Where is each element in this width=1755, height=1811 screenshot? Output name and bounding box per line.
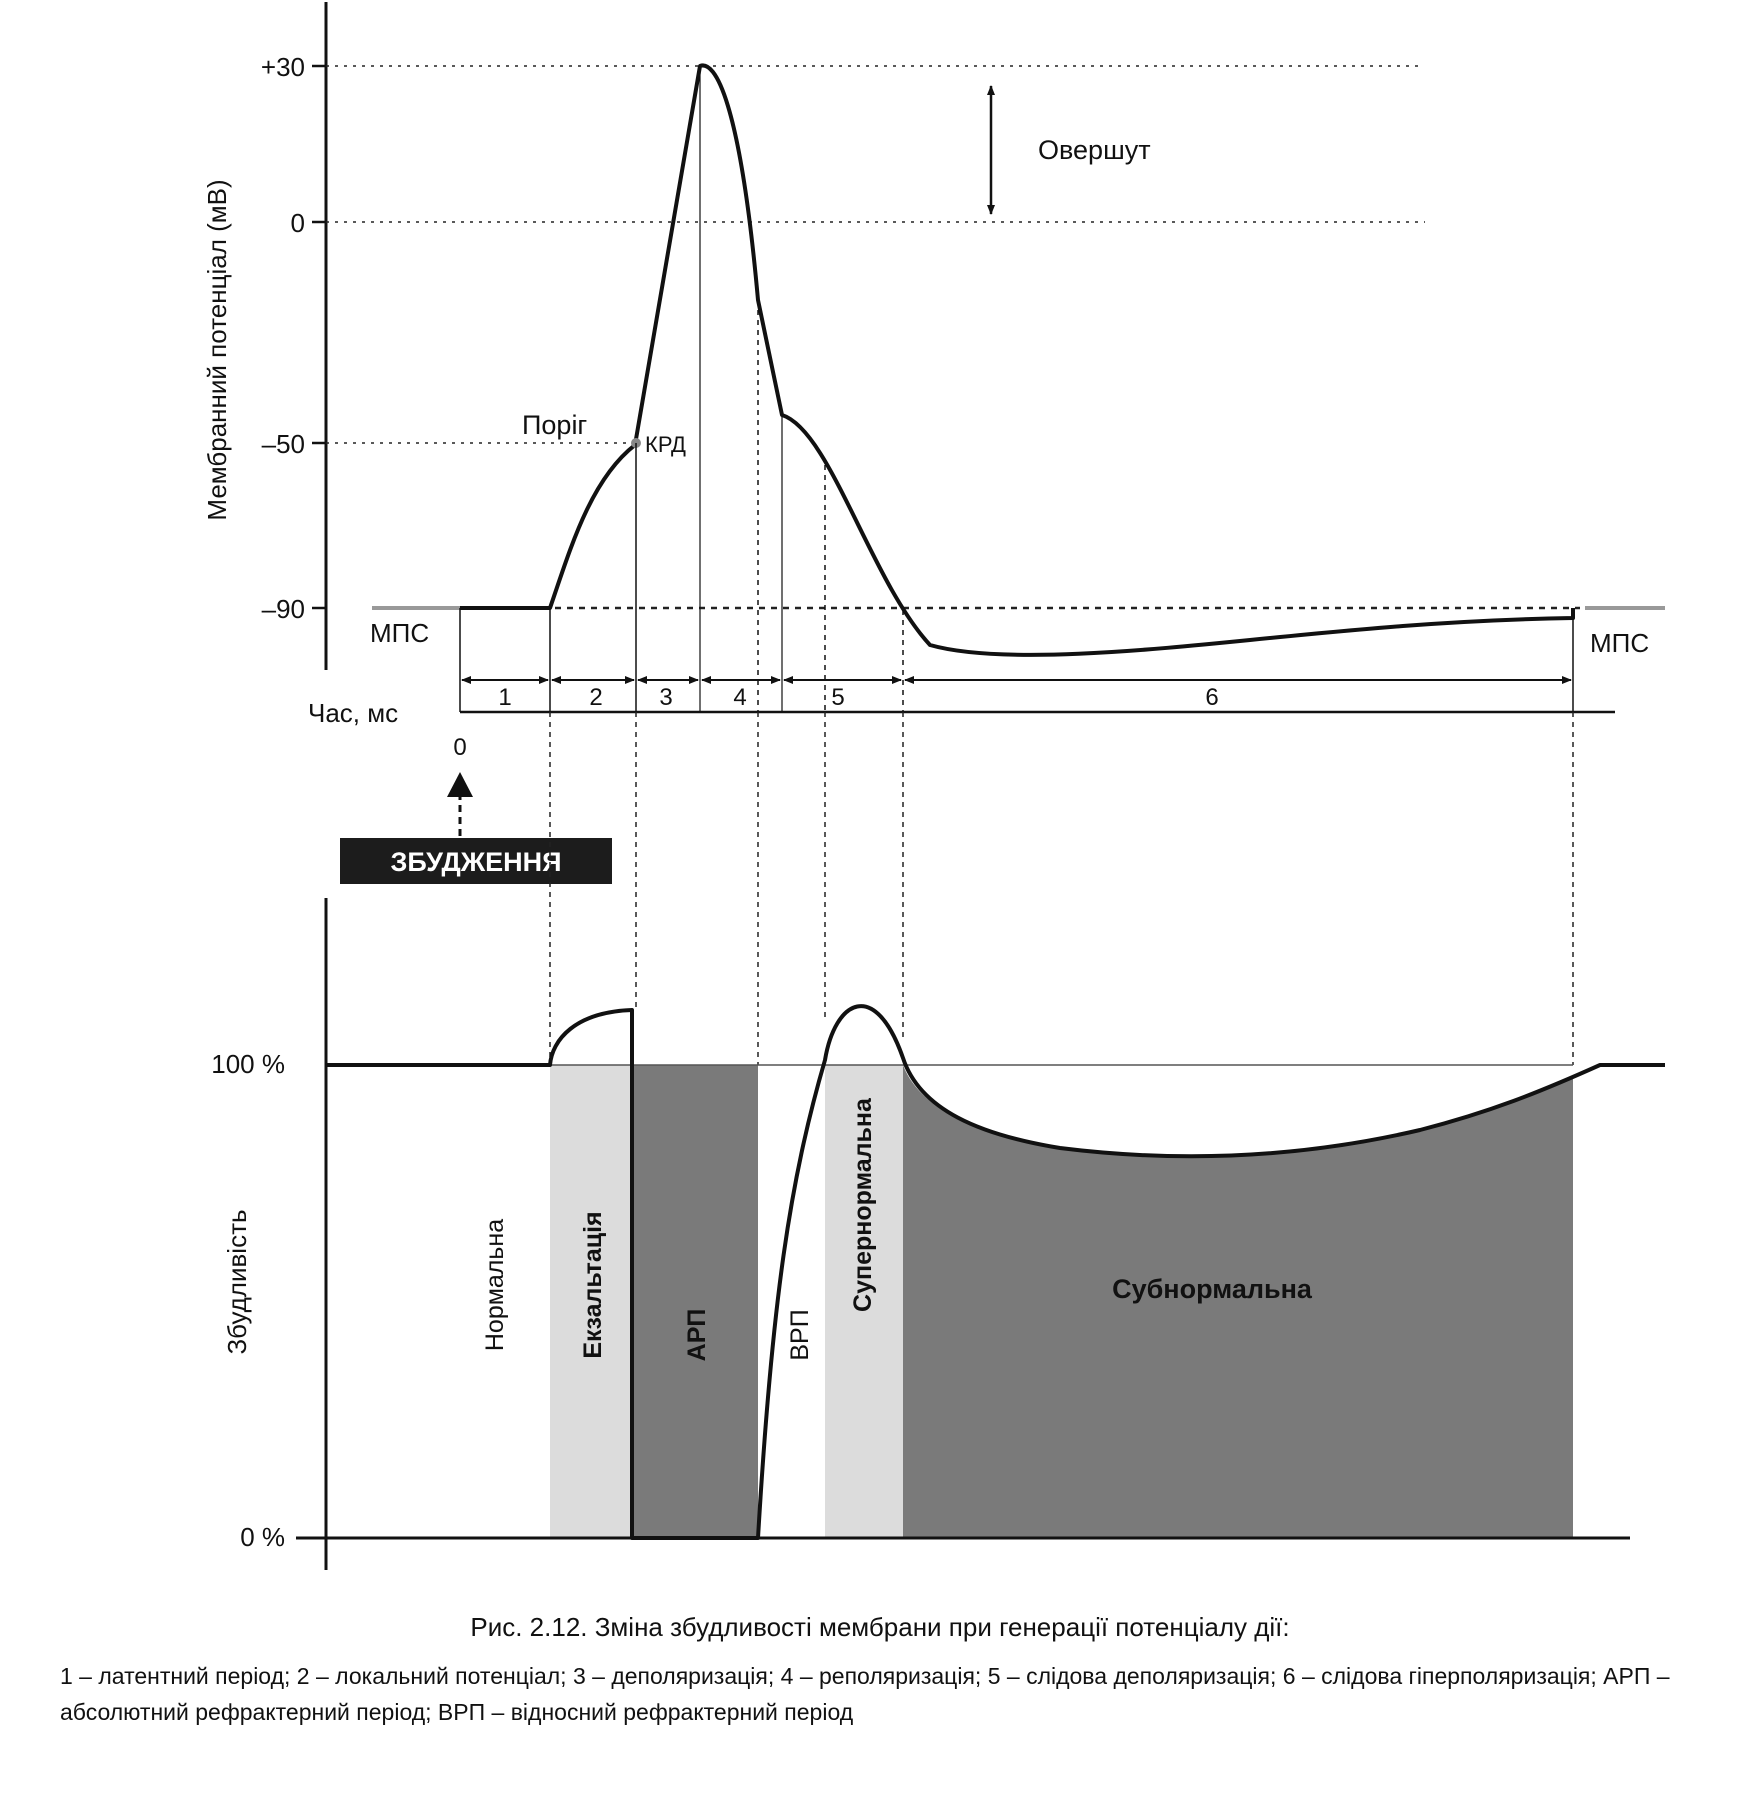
phase-number: 1 [498, 684, 512, 711]
stimulus-marker [340, 772, 612, 884]
stimulus-label: ЗБУДЖЕННЯ [390, 847, 562, 877]
stimulus-arrowhead [447, 772, 473, 797]
excitability-chart [211, 898, 1665, 1570]
threshold-label: Поріг [522, 410, 588, 440]
time-axis-label: Час, мс [308, 698, 399, 728]
y-tick-label: +30 [260, 52, 305, 82]
excitability-axis-label: Збудливість [222, 1209, 252, 1355]
phase-number: 2 [589, 684, 603, 711]
region-label-supernormal: Супернормальна [849, 1098, 877, 1312]
vrp-gap-region [758, 1065, 825, 1538]
y-tick-label: 0 % [240, 1522, 285, 1552]
region-label-normal: Нормальна [481, 1218, 509, 1352]
rest-label-right: МПС [1590, 628, 1650, 658]
figure-caption-notes: 1 – латентний період; 2 – локальний потенціал; 3 – деполяризація; 4 – реполяризація; 5 – слідова деполяризація; 6 – слідова гіперполяризація; АРП – абсолютний рефрактерний період; ВРП – відносний рефрактерний період [60, 1663, 1670, 1725]
region-label-vrp: ВРП [786, 1309, 814, 1361]
connector-lines [550, 712, 1573, 1065]
overshoot-label: Овершут [1038, 135, 1151, 165]
action-potential-curve [460, 65, 1573, 654]
region-label-exaltation: Екзальтація [579, 1211, 607, 1359]
y-tick-label: –90 [261, 594, 305, 624]
rest-label-left: МПС [370, 618, 430, 648]
time-zero-label: 0 [453, 734, 467, 761]
y-tick-label: 100 % [211, 1049, 285, 1079]
figure-caption-title: Рис. 2.12. Зміна збудливості мембрани при генерації потенціалу дії: [470, 1612, 1290, 1642]
potential-axis-label: Мембранний потенціал (мВ) [202, 179, 232, 521]
region-label-arp: АРП [683, 1308, 711, 1362]
phase-number: 3 [659, 684, 673, 711]
region-label-subnormal: Субнормальна [1112, 1274, 1312, 1304]
y-tick-label: 0 [290, 208, 305, 238]
membrane-potential-chart [202, 2, 1665, 761]
arp-region [632, 1065, 758, 1538]
phase-number: 6 [1205, 684, 1219, 711]
y-tick-label: –50 [261, 429, 305, 459]
phase-number: 4 [733, 684, 747, 711]
krd-label: КРД [645, 432, 686, 457]
phase-number: 5 [831, 684, 845, 711]
